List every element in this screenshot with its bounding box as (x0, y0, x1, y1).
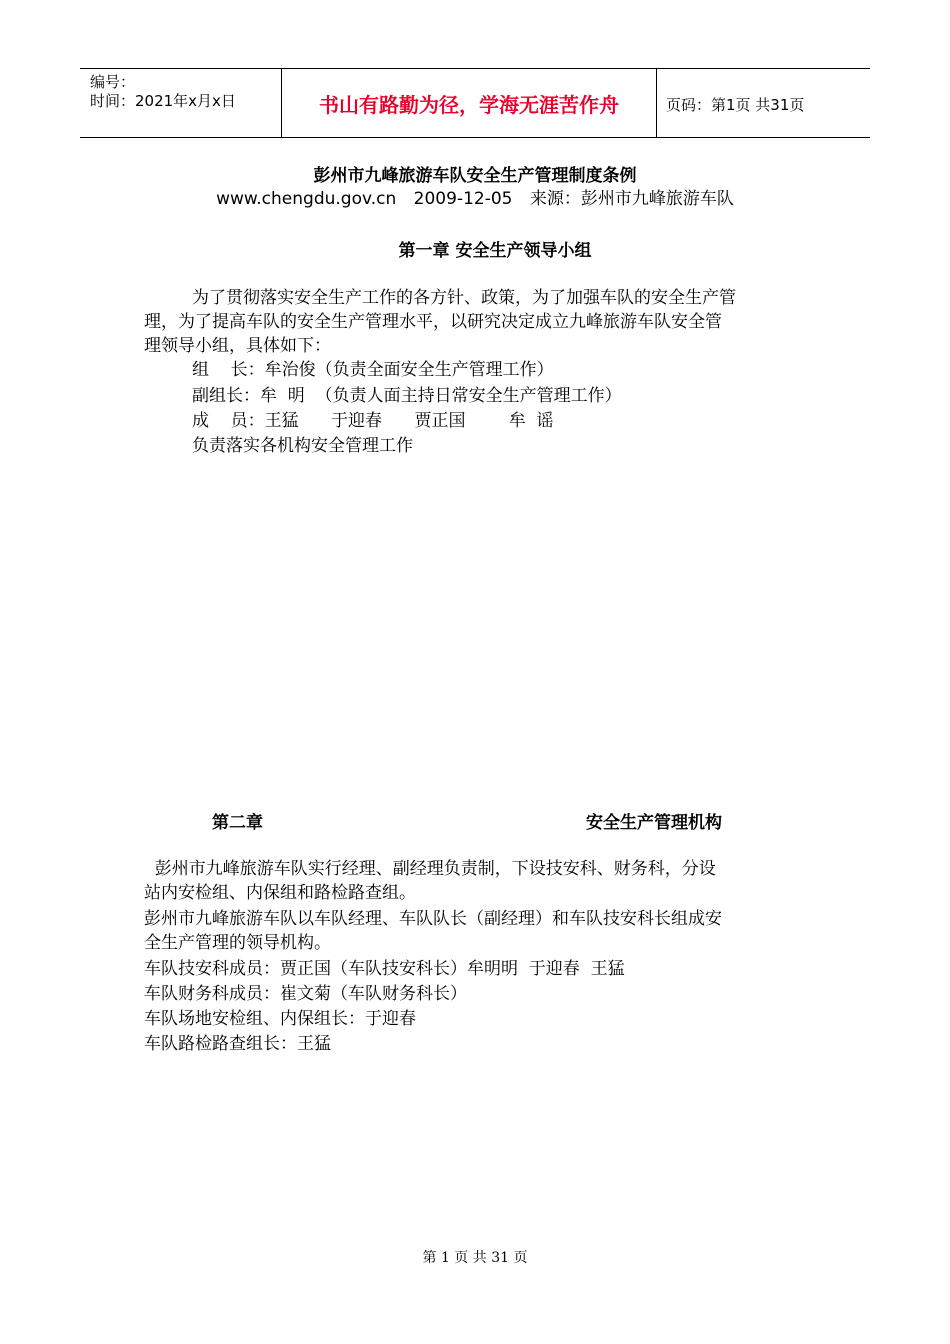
paragraph-line: 为了贯彻落实安全生产工作的各方针、政策，为了加强车队的安全生产管 (192, 288, 736, 308)
page-code: 页码：第1页 共31页 (666, 96, 805, 114)
page-footer: 第 1 页 共 31 页 (422, 1250, 528, 1266)
paragraph-line: 彭州市九峰旅游车队实行经理、副经理负责制，下设技安科、财务科，分设 (144, 859, 716, 879)
source-url: www.chengdu.gov.cn (216, 189, 397, 209)
document-title: 彭州市九峰旅游车队安全生产管理制度条例 (313, 166, 637, 186)
document-meta (0, 184, 950, 209)
time-label: 时间：2021年x月x日 (90, 92, 236, 110)
paragraph-line: 理，为了提高车队的安全生产管理水平，以研究决定成立九峰旅游车队安全管 (144, 312, 722, 332)
paragraph-line: 车队技安科成员：贾正国（车队技安科长）牟明明 于迎春 王猛 (144, 959, 625, 979)
member-line: 组 长：牟治俊（负责全面安全生产管理工作） (192, 360, 554, 380)
motto: 书山有路勤为径，学海无涯苦作舟 (319, 92, 619, 117)
chapter1-heading: 第一章 安全生产领导小组 (398, 241, 592, 261)
header-meta (90, 73, 236, 111)
paragraph-line: 彭州市九峰旅游车队以车队经理、车队队长（副经理）和车队技安科长组成安 (144, 909, 722, 929)
member-line: 负责落实各机构安全管理工作 (192, 436, 413, 456)
paragraph-line: 全生产管理的领导机构。 (144, 933, 331, 953)
number-label: 编号： (90, 73, 136, 91)
source-text: 来源：彭州市九峰旅游车队 (529, 189, 734, 209)
chapter2-heading-number: 第二章 (212, 813, 263, 833)
paragraph-line: 理领导小组，具体如下： (144, 336, 331, 356)
paragraph-line: 车队财务科成员：崔文菊（车队财务科长） (144, 984, 467, 1004)
paragraph-line: 车队路检路查组长：王猛 (144, 1034, 331, 1054)
member-line: 成 员：王猛 于迎春 贾正国 牟 谣 (192, 411, 554, 431)
publish-date: 2009-12-05 (413, 189, 513, 209)
paragraph-line: 站内安检组、内保组和路检路查组。 (144, 883, 416, 903)
member-line: 副组长：牟 明 （负责人面主持日常安全生产管理工作） (192, 386, 622, 406)
chapter2-heading-title: 安全生产管理机构 (586, 813, 722, 833)
header-divider (656, 69, 657, 137)
header-table (80, 68, 870, 138)
paragraph-line: 车队场地安检组、内保组长：于迎春 (144, 1009, 416, 1029)
